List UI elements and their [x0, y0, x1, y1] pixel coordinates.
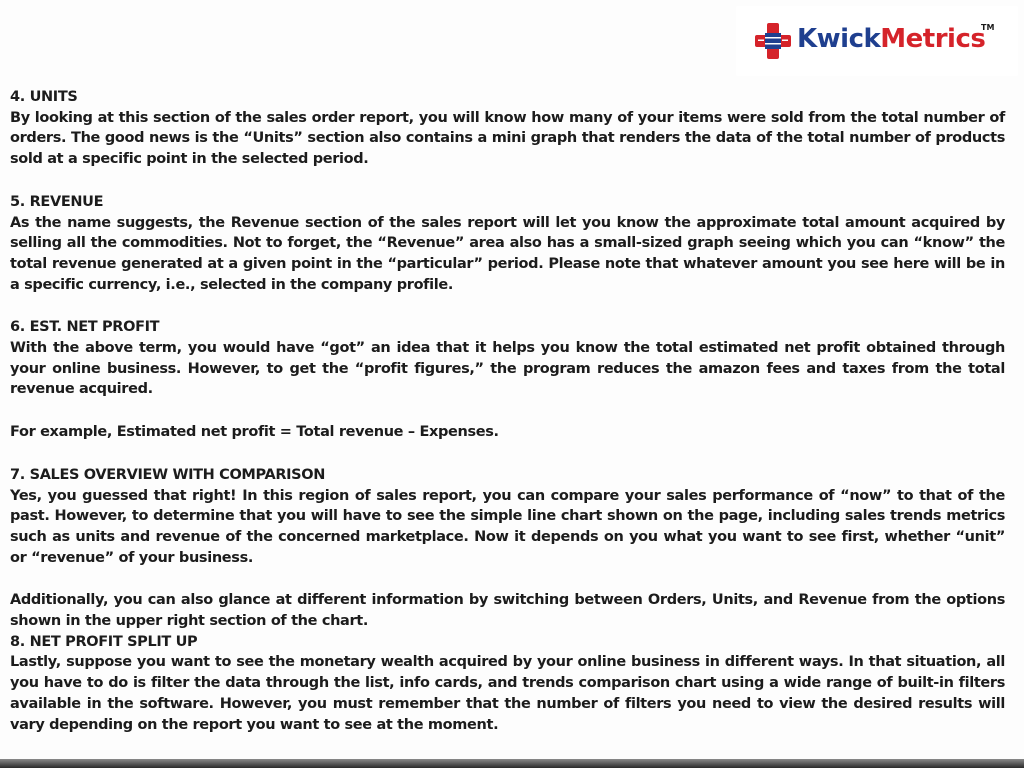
sales-overview-heading: 7. SALES OVERVIEW WITH COMPARISON	[10, 466, 326, 483]
revenue-body: As the name suggests, the Revenue section of the sales report will let you know the approximate total amount acquired by selling all the commodities. Not to forget, the “Revenue” area also has a small-sized graph seeing which you can “know” the total revenue generated at a given point in the “particular” period. Please note that whatever amount you see here will be in a specific currency, i.e., selected in the company profile.	[10, 214, 1005, 293]
split-up-body: Lastly, suppose you want to see the monetary wealth acquired by your online business in different ways. In that situation, all you have to do is filter the data through the list, info cards, and trends comparison chart using a wide range of built-in filters available in the software. However, you must remember that the number of filters you need to view the desired results will vary depending on the report you want to see at the moment.	[10, 654, 1005, 733]
section-spacer	[10, 400, 1005, 422]
split-up-heading: 8. NET PROFIT SPLIT UP	[10, 633, 198, 650]
sales-overview-extra: Additionally, you can also glance at different information by switching between Orders, Units, and Revenue from the options shown in the upper right section of the chart.	[10, 592, 1005, 630]
net-profit-example: For example, Estimated net profit = Total revenue – Expenses.	[10, 424, 499, 441]
section-spacer	[10, 295, 1005, 317]
kwickmetrics-logo	[736, 6, 1018, 76]
logo-trademark: TM	[981, 23, 995, 32]
article-content	[10, 87, 1005, 735]
logo-text-metrics: Metrics	[880, 24, 986, 54]
revenue-heading: 5. REVENUE	[10, 193, 104, 210]
sales-overview-body: Yes, you guessed that right! In this region of sales report, you can compare your sales performance of “now” to that of the past. However, to determine that you will have to see the simple line chart shown on the page, including sales trends metrics such as units and revenue of the concerned marketplace. Now it depends on you what you want to see first, whether “unit” or “revenue” of your business.	[10, 487, 1005, 566]
units-heading: 4. UNITS	[10, 89, 78, 105]
logo-cross-icon	[755, 23, 791, 59]
net-profit-heading: 6. EST. NET PROFIT	[10, 319, 160, 336]
section-spacer	[10, 170, 1005, 192]
logo-text-kwick: Kwick	[797, 24, 881, 54]
bottom-border-bar	[0, 759, 1024, 768]
section-spacer	[10, 443, 1005, 465]
units-body: By looking at this section of the sales order report, you will know how many of your items were sold from the total number of orders. The good news is the “Units” section also contains a mini graph that renders the data of the total number of products sold at a specific point in the selected period.	[10, 109, 1005, 168]
net-profit-body: With the above term, you would have “got” an idea that it helps you know the total estimated net profit obtained through your online business. However, to get the “profit figures,” the program reduces the amazon fees and taxes from the total revenue acquired.	[10, 340, 1005, 398]
section-spacer	[10, 568, 1005, 590]
logo-wordmark	[797, 22, 985, 56]
